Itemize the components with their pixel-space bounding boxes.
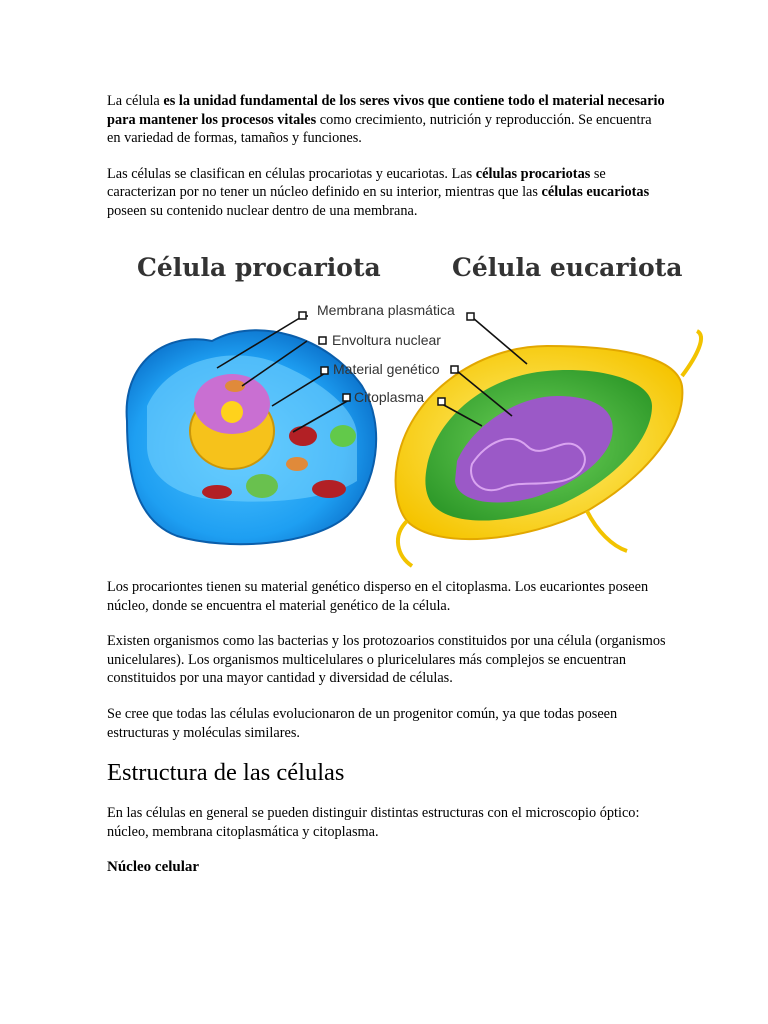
text-span: se caracterizan por no tener un núcleo definido en su interior, mientras que las [107,165,606,200]
text-span: Las células se clasifican en células procariotas y eucariotas. Las [107,165,476,182]
paragraph-estructuras [107,804,667,841]
label-citoplasma: Citoplasma [354,389,425,405]
title-eucariota: Célula eucariota [452,253,683,282]
label-membrana-plasmatica: Membrana plasmática [317,302,455,318]
intro-paragraph-2 [107,165,667,221]
text-span: poseen su contenido nuclear dentro de una membrana. [107,202,418,219]
title-procariota: Célula procariota [137,253,381,282]
subheading: Núcleo celular [107,859,200,875]
label-material-genetico: Material genético [333,361,440,377]
subheading-block [107,858,667,876]
text-p5: Se cree que todas las células evolucionaron de un progenitor común, ya que todas poseen estructuras y moléculas similares. [107,706,618,741]
paragraph-progenitor [107,705,667,742]
text-p6: En las células en general se pueden distinguir distintas estructuras con el microscopio óptico: núcleo, membrana citoplasmática y citoplasma. [107,805,640,840]
section-heading-block [107,759,667,787]
text-span: La célula [107,93,164,109]
section-heading: Estructura de las células [107,759,345,786]
cell-diagram [107,236,711,576]
label-envoltura-nuclear: Envoltura nuclear [332,332,441,348]
text-p3: Los procariontes tienen su material genético disperso en el citoplasma. Los eucariontes poseen núcleo, donde se encuentra el material genético de la célula. [107,579,649,614]
intro-block [107,92,667,220]
bold-span: células eucariotas [541,184,650,200]
text-span: como crecimiento, nutrición y reproducción. Se encuentra en variedad de formas, tamaños y funciones. [107,111,652,146]
paragraph-organismos [107,632,667,688]
bold-span: es la unidad fundamental de los seres vivos que contiene todo el material necesario para mantener los procesos vitales [107,93,665,128]
intro-paragraph-1 [107,92,667,148]
eucariota-cell-illustration [396,331,701,566]
bold-span: células procariotas [475,165,591,182]
paragraph-procariontes [107,578,667,615]
text-p4: Existen organismos como las bacterias y los protozoarios constituidos por una célula (organismos unicelulares). Los organismos multicelulares o pluricelulares más complejos se encuentran constituidos por una mayor cantidad y diversidad de células. [107,633,666,686]
